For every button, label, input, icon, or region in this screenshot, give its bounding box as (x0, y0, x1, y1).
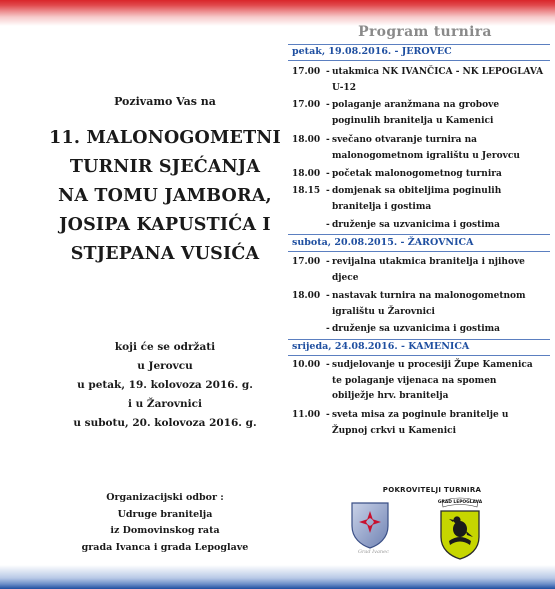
event-line: sudjelovanje u procesiji Župe Kamenica (332, 360, 533, 370)
event-text (332, 167, 547, 183)
event-line: sveta misa za poginule branitelje u (332, 410, 509, 420)
event-line: malonogometnom igralištu u Jerovcu (332, 150, 520, 161)
title-line: TURNIR SJEĆANJA (69, 157, 261, 177)
event-time: 17.00 (292, 67, 321, 77)
event-dash: - (326, 100, 330, 110)
program-title: Program turnira (358, 24, 492, 40)
bottom-blue-gradient-band (0, 561, 555, 589)
ivanec-coat-of-arms-icon (349, 500, 391, 550)
event-line: djece (332, 272, 359, 283)
event-line: početak malonogometnog turnira (332, 169, 502, 179)
day-heading: petak, 19.08.2016. - JEROVEC (292, 46, 452, 57)
event-text (332, 65, 547, 96)
event-time: 18.15 (292, 186, 321, 196)
organizer-line: Organizacijski odbor : (106, 492, 224, 503)
event-dash: - (326, 324, 330, 334)
event-dash: - (326, 220, 330, 230)
organizer-line: Udruge branitelja (117, 508, 213, 520)
organizer-line: iz Domovinskog rata (110, 525, 220, 536)
event-dash: - (326, 291, 330, 301)
title-line: NA TOMU JAMBORA, (58, 186, 272, 206)
event-time: 11.00 (292, 410, 321, 420)
event-dash: - (326, 410, 330, 420)
location-block (40, 338, 290, 433)
event-line: branitelja i gostima (332, 201, 432, 212)
event-line: druženje sa uzvanicima i gostima (332, 324, 501, 334)
day-divider (288, 60, 550, 61)
event-line: svečano otvaranje turnira na (332, 135, 477, 145)
event-dash: - (326, 360, 330, 370)
event-text (332, 184, 547, 215)
day-heading: subota, 20.08.2015. - ŽAROVNICA (292, 237, 474, 248)
lepoglava-banner: GRAD LEPOGLAVA (437, 500, 483, 505)
event-dash: - (326, 186, 330, 196)
location-line: i u Žarovnici (127, 398, 203, 410)
title-line: 11. MALONOGOMETNI (49, 128, 281, 148)
event-line: polaganje aranžmana na grobove (332, 100, 500, 110)
event-line: igralištu u Žarovnici (332, 306, 435, 317)
event-line: druženje sa uzvanicima i gostima (332, 220, 501, 230)
event-time: 17.00 (292, 257, 321, 267)
event-text (332, 358, 547, 405)
event-time: 17.00 (292, 100, 321, 110)
event-line: Župnoj crkvi u Kamenici (332, 425, 457, 436)
day-heading: srijeda, 24.08.2016. - KAMENICA (292, 341, 470, 352)
event-text (332, 133, 547, 164)
lepoglava-coat-of-arms-icon (436, 497, 484, 561)
ivanec-signature: Grad Ivanec (358, 549, 389, 555)
event-time: 18.00 (292, 135, 321, 145)
day-divider (288, 339, 550, 340)
location-line: koji će se održati (114, 341, 216, 353)
event-time: 18.00 (292, 169, 321, 179)
location-line: u subotu, 20. kolovoza 2016. g. (73, 417, 257, 429)
tournament-title (20, 124, 310, 269)
event-line: nastavak turnira na malonogometnom (332, 291, 526, 301)
organizer-line: grada Ivanca i grada Lepoglave (81, 541, 249, 553)
event-text (332, 322, 547, 338)
location-line: u Jerovcu (137, 360, 193, 372)
location-line: u petak, 19. kolovoza 2016. g. (77, 379, 253, 391)
event-line: U-12 (332, 82, 356, 93)
event-line: revijalna utakmica branitelja i njihove (332, 257, 525, 267)
event-time: 10.00 (292, 360, 321, 370)
day-divider (288, 355, 550, 356)
event-dash: - (326, 257, 330, 267)
day-divider (288, 251, 550, 252)
event-dash: - (326, 67, 330, 77)
event-line: poginulih branitelja u Kamenici (332, 115, 494, 126)
event-dash: - (326, 135, 330, 145)
title-line: JOSIPA KAPUSTIĆA I (59, 215, 271, 235)
event-text (332, 289, 547, 320)
invite-line: Pozivamo Vas na (114, 95, 216, 108)
organizer-block (40, 490, 290, 556)
event-text (332, 408, 547, 439)
event-dash: - (326, 169, 330, 179)
event-time: 18.00 (292, 291, 321, 301)
event-line: domjenak sa obiteljima poginulih (332, 186, 502, 196)
event-line: te polaganje vijenaca na spomen (332, 375, 497, 386)
day-divider (288, 44, 550, 45)
event-text (332, 98, 547, 129)
event-text (332, 218, 547, 234)
event-text (332, 255, 547, 286)
title-line: STJEPANA VUSIĆA (70, 244, 260, 264)
event-line: utakmica NK IVANČICA - NK LEPOGLAVA (332, 67, 544, 77)
day-divider (288, 234, 550, 235)
sponsors-heading: POKROVITELJI TURNIRA (382, 486, 482, 494)
event-line: obilježje hrv. branitelja (332, 391, 449, 401)
